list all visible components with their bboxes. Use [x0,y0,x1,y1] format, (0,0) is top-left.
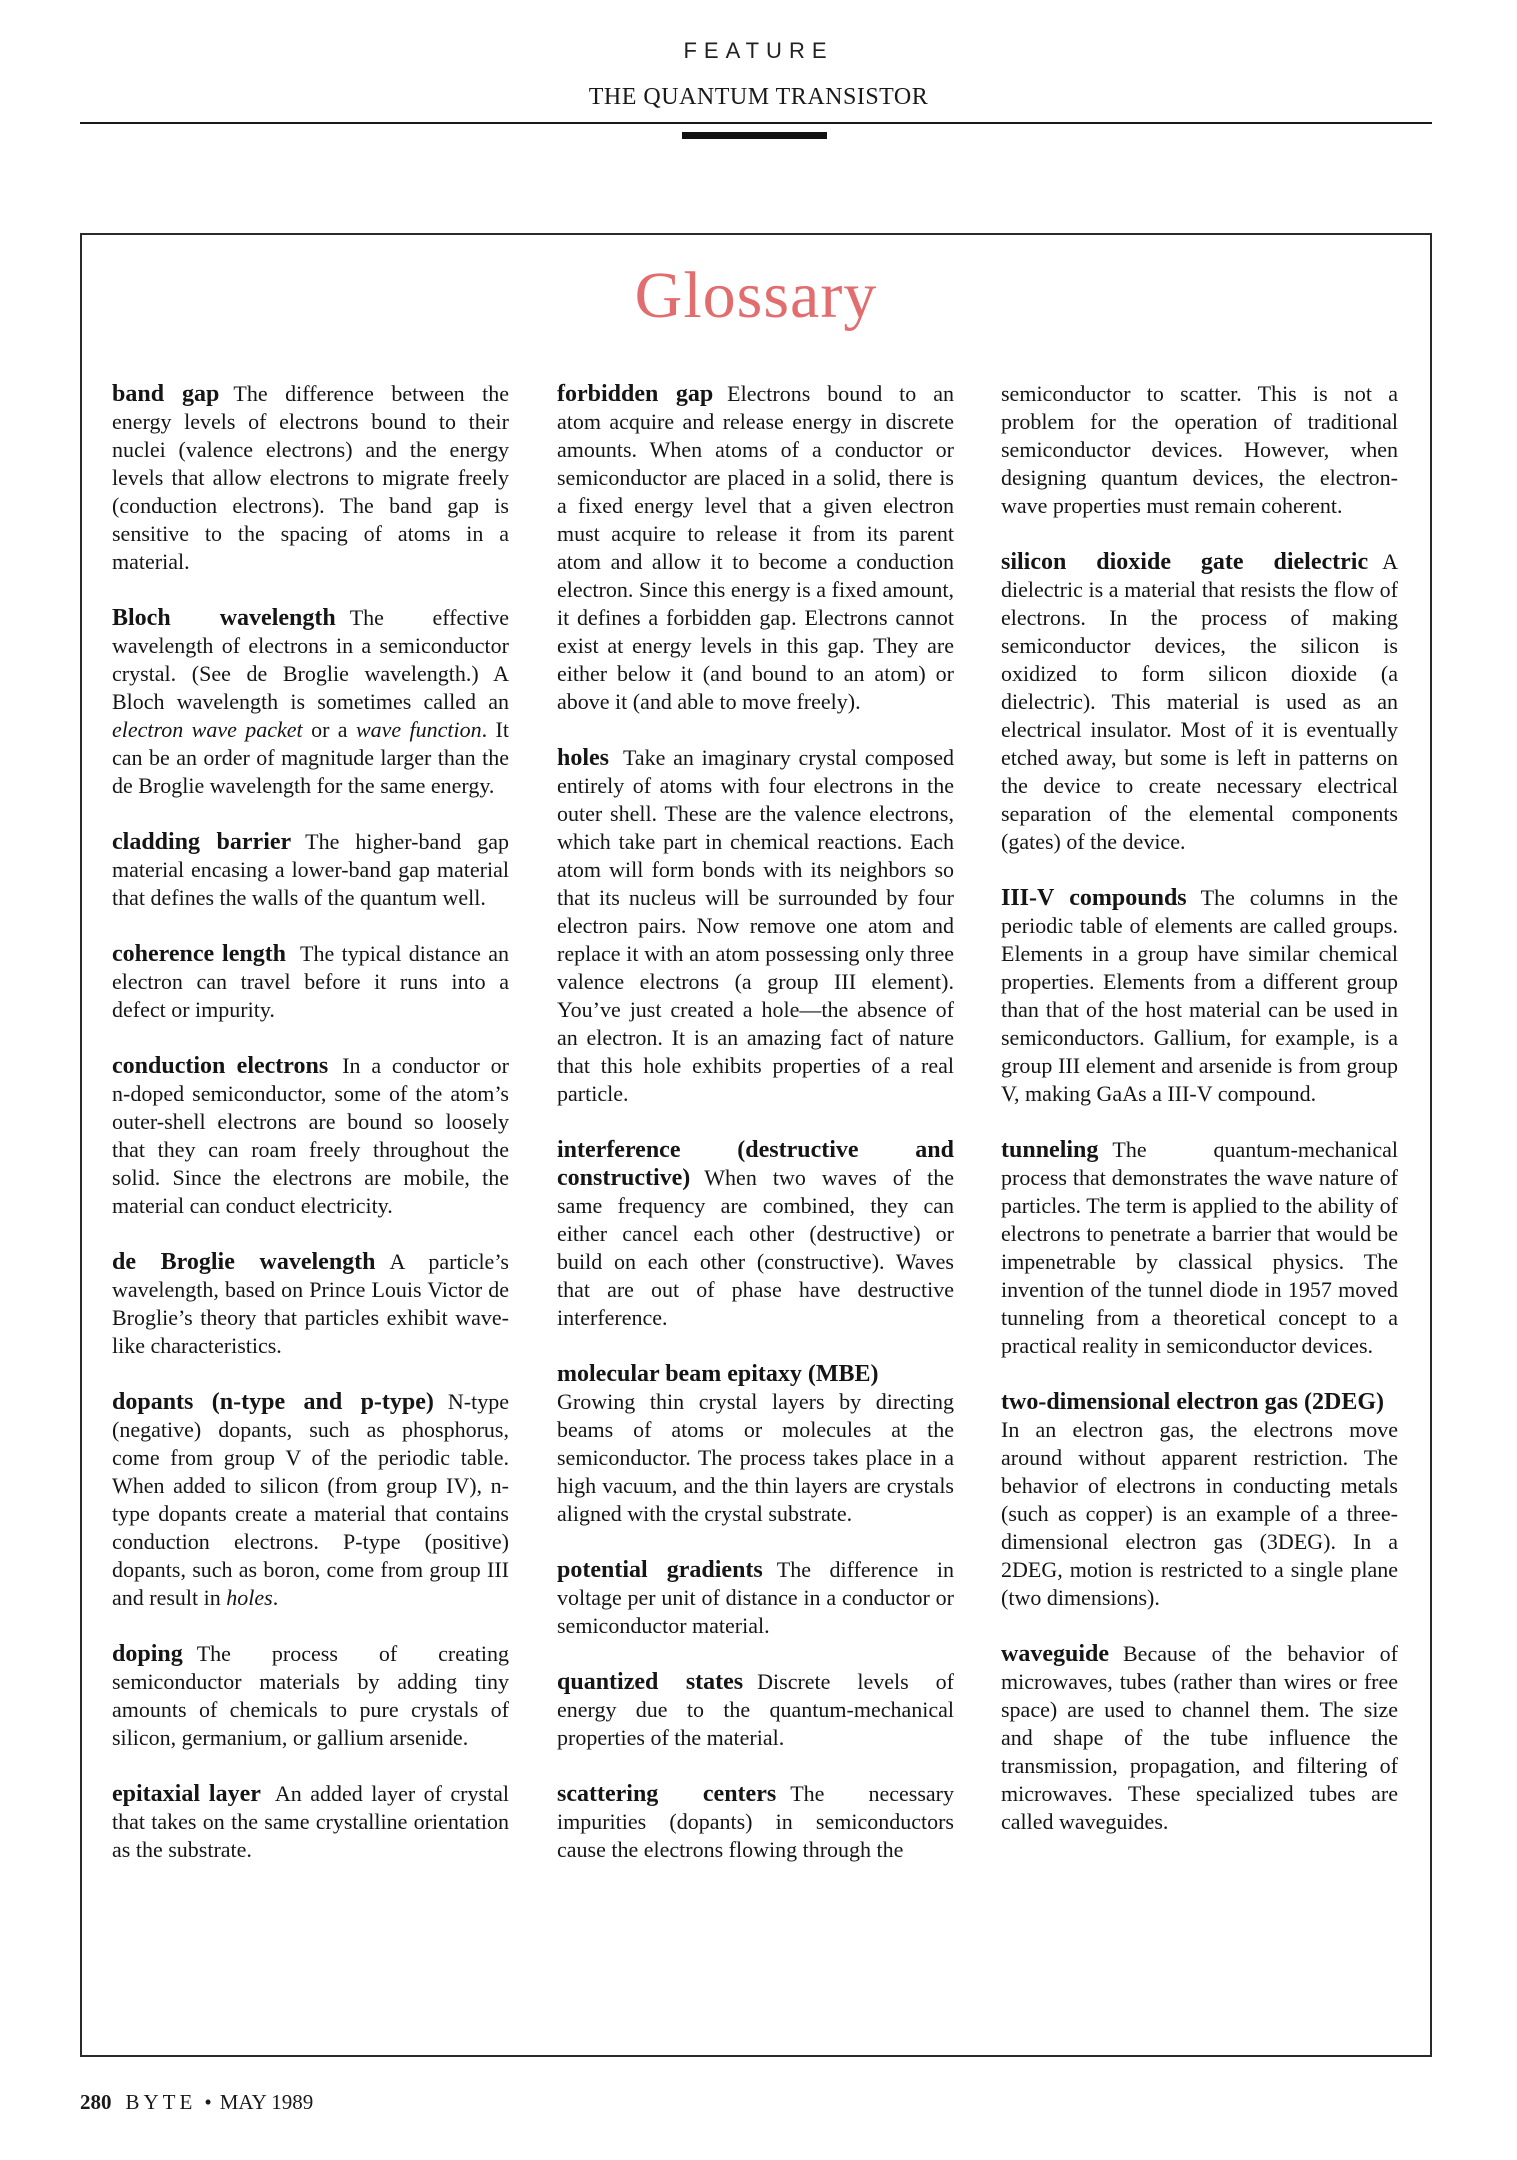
glossary-definition: The necessary impurities (dopants) in semiconductors cause the electrons flowing through the [557,1781,954,1862]
glossary-term: band gap [112,381,220,407]
glossary-definition: or a [302,717,356,742]
glossary-definition: The effective wavelength of electrons in a semiconductor crystal. (See de Broglie wavelength.) A Bloch wavelength is sometimes called an [112,605,509,714]
glossary-definition: Discrete levels of energy due to the quantum-mechanical properties of the material. [557,1669,955,1750]
glossary-definition: Take an imaginary crystal composed entirely of atoms with four electrons in the outer shell. These are the valence electrons, which take part in chemical reactions. Each atom will form bonds with its neighbors so that its nucleus will be surrounded by four electron pairs. Now remove one atom and replace it with an atom possessing only three valence electrons (a group III element). You’ve just created a hole—the absence of an electron. It is an amazing fact of nature that this hole exhibits properties of a real particle. [557,745,954,1106]
issue-date: MAY 1989 [219,2090,314,2114]
glossary-entry [1001,1640,1398,1836]
glossary-definition: The difference in voltage per unit of distance in a conductor or semiconductor material. [557,1557,954,1638]
glossary-term: Bloch wavelength [112,605,336,631]
glossary-entry [112,828,509,912]
running-head: THE QUANTUM TRANSISTOR [588,84,929,110]
glossary-entry [557,380,954,716]
glossary-entry [112,604,509,800]
glossary-entry [112,1640,509,1752]
glossary-term: potential gradients [557,1557,763,1583]
glossary-entry [112,1052,509,1220]
header-rule [80,122,1432,124]
glossary-title: Glossary [634,259,878,332]
page-footer [80,2090,313,2115]
glossary-term: epitaxial layer [112,1781,261,1807]
glossary-definition: When two waves of the same frequency are combined, they can either cancel each other (destructive) or build on each other (constructive). Waves that are out of phase have destructive interference. [557,1165,954,1330]
glossary-definition: The quantum-mechanical process that demonstrates the wave nature of particles. The term is applied to the ability of electrons to penetrate a barrier that would be impenetrable by classical physics. The invention of the tunnel diode in 1957 moved tunneling from a theoretical concept to a practical reality in semiconductor devices. [1001,1137,1398,1358]
glossary-term: quantized states [557,1669,744,1695]
glossary-term: holes [557,745,610,771]
glossary-entry [112,1780,509,1864]
glossary-column-1 [112,380,509,1892]
section-label: FEATURE [683,38,834,63]
glossary-entry [1001,380,1398,520]
glossary-term: doping [112,1641,183,1667]
glossary-definition: . It can be an order of magnitude larger than the de Broglie wavelength for the same energy. [112,717,509,798]
glossary-entry [112,1248,509,1360]
glossary-definition: The columns in the periodic table of elements are called groups. Elements in a group have similar chemical properties. Elements from a different group than that of the host material can be used in semiconductors. Gallium, for example, is a group III element and arsenide is from group V, making GaAs a III-V compound. [1001,885,1398,1106]
glossary-definition: . [272,1585,279,1610]
glossary-definition: Growing thin crystal layers by directing beams of atoms or molecules at the semiconductor. The process takes place in a high vacuum, and the thin layers are crystals aligned with the crystal substrate. [557,1389,954,1526]
glossary-box [80,233,1432,2057]
glossary-term: dopants (n-type and p-type) [112,1389,434,1415]
glossary-term: molecular beam epitaxy (MBE) [557,1361,879,1387]
glossary-entry [557,1668,954,1752]
glossary-definition: The process of creating semiconductor materials by adding tiny amounts of chemicals to pure crystals of silicon, germanium, or gallium arsenide. [112,1641,509,1750]
glossary-definition-emphasis: holes [226,1585,273,1610]
glossary-entry [112,1388,509,1612]
glossary-definition-emphasis: wave function [355,717,482,742]
glossary-entry [1001,884,1398,1108]
glossary-column-2 [557,380,954,1892]
glossary-term: III-V compounds [1001,885,1187,911]
glossary-entry [1001,1388,1398,1612]
glossary-definition: Because of the behavior of microwaves, tubes (rather than wires or free space) are used to channel them. The size and shape of the tube influence the transmission, propagation, and filtering of microwaves. These specialized tubes are called waveguides. [1001,1641,1398,1834]
glossary-term: cladding barrier [112,829,292,855]
glossary-term: coherence length [112,941,287,967]
glossary-definition: semiconductor to scatter. This is not a problem for the operation of traditional semiconductor devices. However, when designing quantum devices, the electron-wave properties must remain coherent. [1001,381,1398,518]
glossary-definition: A dielectric is a material that resists the flow of electrons. In the process of making semiconductor devices, the silicon is oxidized to form silicon dioxide (a dielectric). This material is used as an electrical insulator. Most of it is eventually etched away, but some is left in patterns on the device to create necessary electrical separation of the elemental components (gates) of the device. [1001,549,1398,854]
glossary-entry [557,1556,954,1640]
glossary-entry [112,380,509,576]
header-rule-accent [682,132,827,139]
glossary-definition: In an electron gas, the electrons move around without apparent restriction. The behavior of electrons in conducting metals (such as copper) is an example of a three-dimensional electron gas (3DEG). In a 2DEG, motion is restricted to a single plane (two dimensions). [1001,1417,1398,1610]
glossary-term: de Broglie wavelength [112,1249,376,1275]
glossary-term: tunneling [1001,1137,1099,1163]
glossary-term: conduction electrons [112,1053,329,1079]
glossary-definition-emphasis: electron wave packet [112,717,303,742]
glossary-term: scattering centers [557,1781,777,1807]
glossary-definition: The difference between the energy levels of electrons bound to their nuclei (valence electrons) and the energy levels that allow electrons to migrate freely (conduction electrons). The band gap is sensitive to the spacing of atoms in a material. [112,381,509,574]
glossary-term: silicon dioxide gate dielectric [1001,549,1369,575]
glossary-term: waveguide [1001,1641,1109,1667]
page-number: 280 [80,2090,112,2114]
glossary-entry [112,940,509,1024]
glossary-entry [1001,1136,1398,1360]
glossary-term: forbidden gap [557,381,714,407]
glossary-entry [557,1360,954,1528]
glossary-column-3 [1001,380,1398,1864]
glossary-term: interference (destructive and constructive) [557,1137,954,1191]
glossary-entry [557,744,954,1108]
magazine-name: BYTE [125,2090,197,2114]
glossary-entry [557,1780,954,1864]
glossary-definition: N-type (negative) dopants, such as phosphorus, come from group V of the periodic table. When added to silicon (from group IV), n-type dopants create a material that contains conduction electrons. P-type (positive) dopants, such as boron, come from group III and result in [112,1389,509,1610]
glossary-definition: In a conductor or n-doped semiconductor, some of the atom’s outer-shell electrons are bound so loosely that they can roam freely throughout the solid. Since the electrons are mobile, the material can conduct electricity. [112,1053,509,1218]
glossary-entry [1001,548,1398,856]
glossary-definition: A particle’s wavelength, based on Prince Louis Victor de Broglie’s theory that particles exhibit wave-like characteristics. [112,1249,509,1358]
glossary-definition: Electrons bound to an atom acquire and release energy in discrete amounts. When atoms of a conductor or semiconductor are placed in a solid, there is a fixed energy level that a given electron must acquire to release it from its parent atom and allow it to become a conduction electron. Since this energy is a fixed amount, it defines a forbidden gap. Electrons cannot exist at energy levels in this gap. They are either below it (and bound to an atom) or above it (and able to move freely). [557,381,954,714]
glossary-definition: An added layer of crystal that takes on the same crystalline orientation as the substrate. [112,1781,509,1862]
footer-separator: • [204,2090,212,2114]
glossary-definition: The typical distance an electron can travel before it runs into a defect or impurity. [112,941,509,1022]
glossary-entry [557,1136,954,1332]
glossary-term: two-dimensional electron gas (2DEG) [1001,1389,1384,1415]
glossary-definition: The higher-band gap material encasing a lower-band gap material that defines the walls of the quantum well. [112,829,510,910]
